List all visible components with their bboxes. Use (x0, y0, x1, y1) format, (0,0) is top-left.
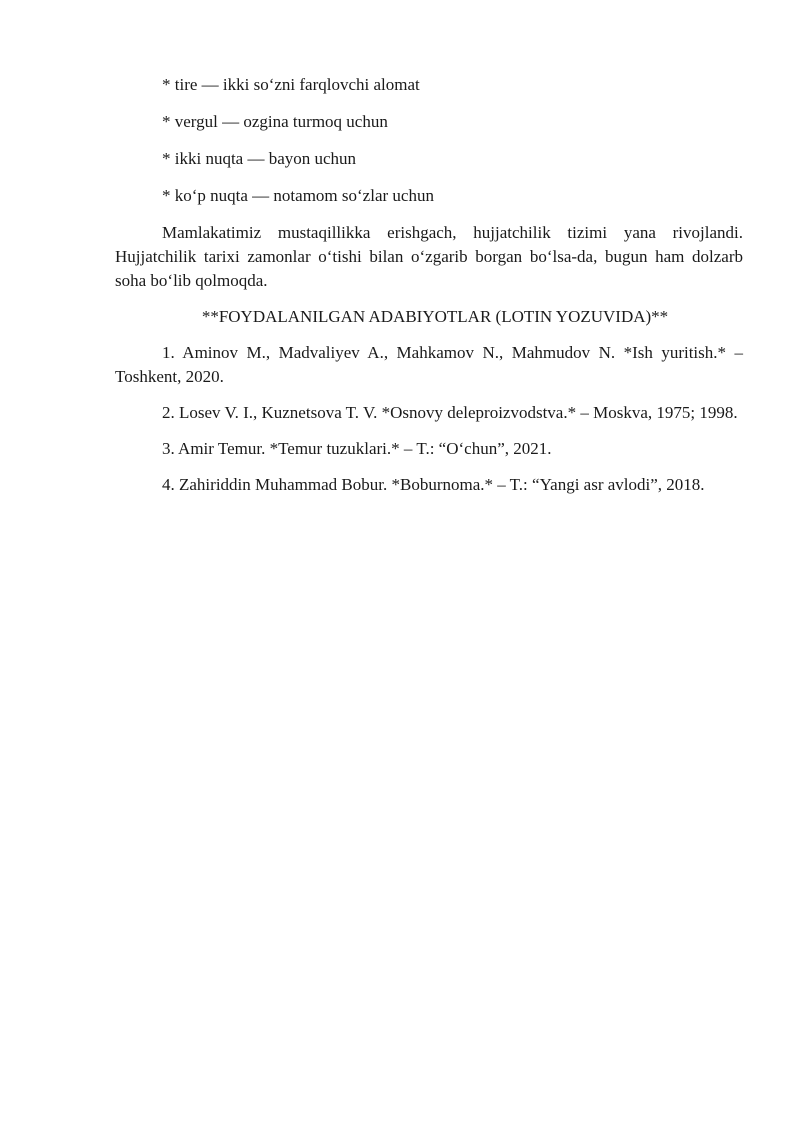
body-paragraph: Mamlakatimiz mustaqillikka erishgach, hujjatchilik tizimi yana rivojlandi. Hujjatchilik tarixi zamonlar o‘tishi bilan o‘zgarib borgan bo‘lsa-da, bugun ham dolzarb soha bo‘lib qolmoqda. (115, 223, 743, 290)
page-content (115, 73, 743, 509)
reference-item-4: 4. Zahiriddin Muhammad Bobur. *Boburnoma.* – T.: “Yangi asr avlodi”, 2018. (162, 475, 705, 494)
bullet-item-tire: * tire — ikki so‘zni farqlovchi alomat (162, 75, 420, 94)
bullet-item-vergul: * vergul — ozgina turmoq uchun (162, 112, 388, 131)
references-heading: **FOYDALANILGAN ADABIYOTLAR (LOTIN YOZUVIDA)** (201, 307, 669, 326)
reference-item-3: 3. Amir Temur. *Temur tuzuklari.* – T.: “O‘chun”, 2021. (162, 439, 552, 458)
bullet-item-ikki-nuqta: * ikki nuqta — bayon uchun (162, 149, 357, 168)
bullet-item-kop-nuqta: * ko‘p nuqta — notamom so‘zlar uchun (162, 186, 434, 205)
reference-item-1: 1. Aminov M., Madvaliyev A., Mahkamov N., Mahmudov N. *Ish yuritish.* – Toshkent, 2020. (115, 343, 743, 386)
reference-item-2: 2. Losev V. I., Kuznetsova T. V. *Osnovy deleproizvodstva.* – Moskva, 1975; 1998. (162, 403, 738, 422)
